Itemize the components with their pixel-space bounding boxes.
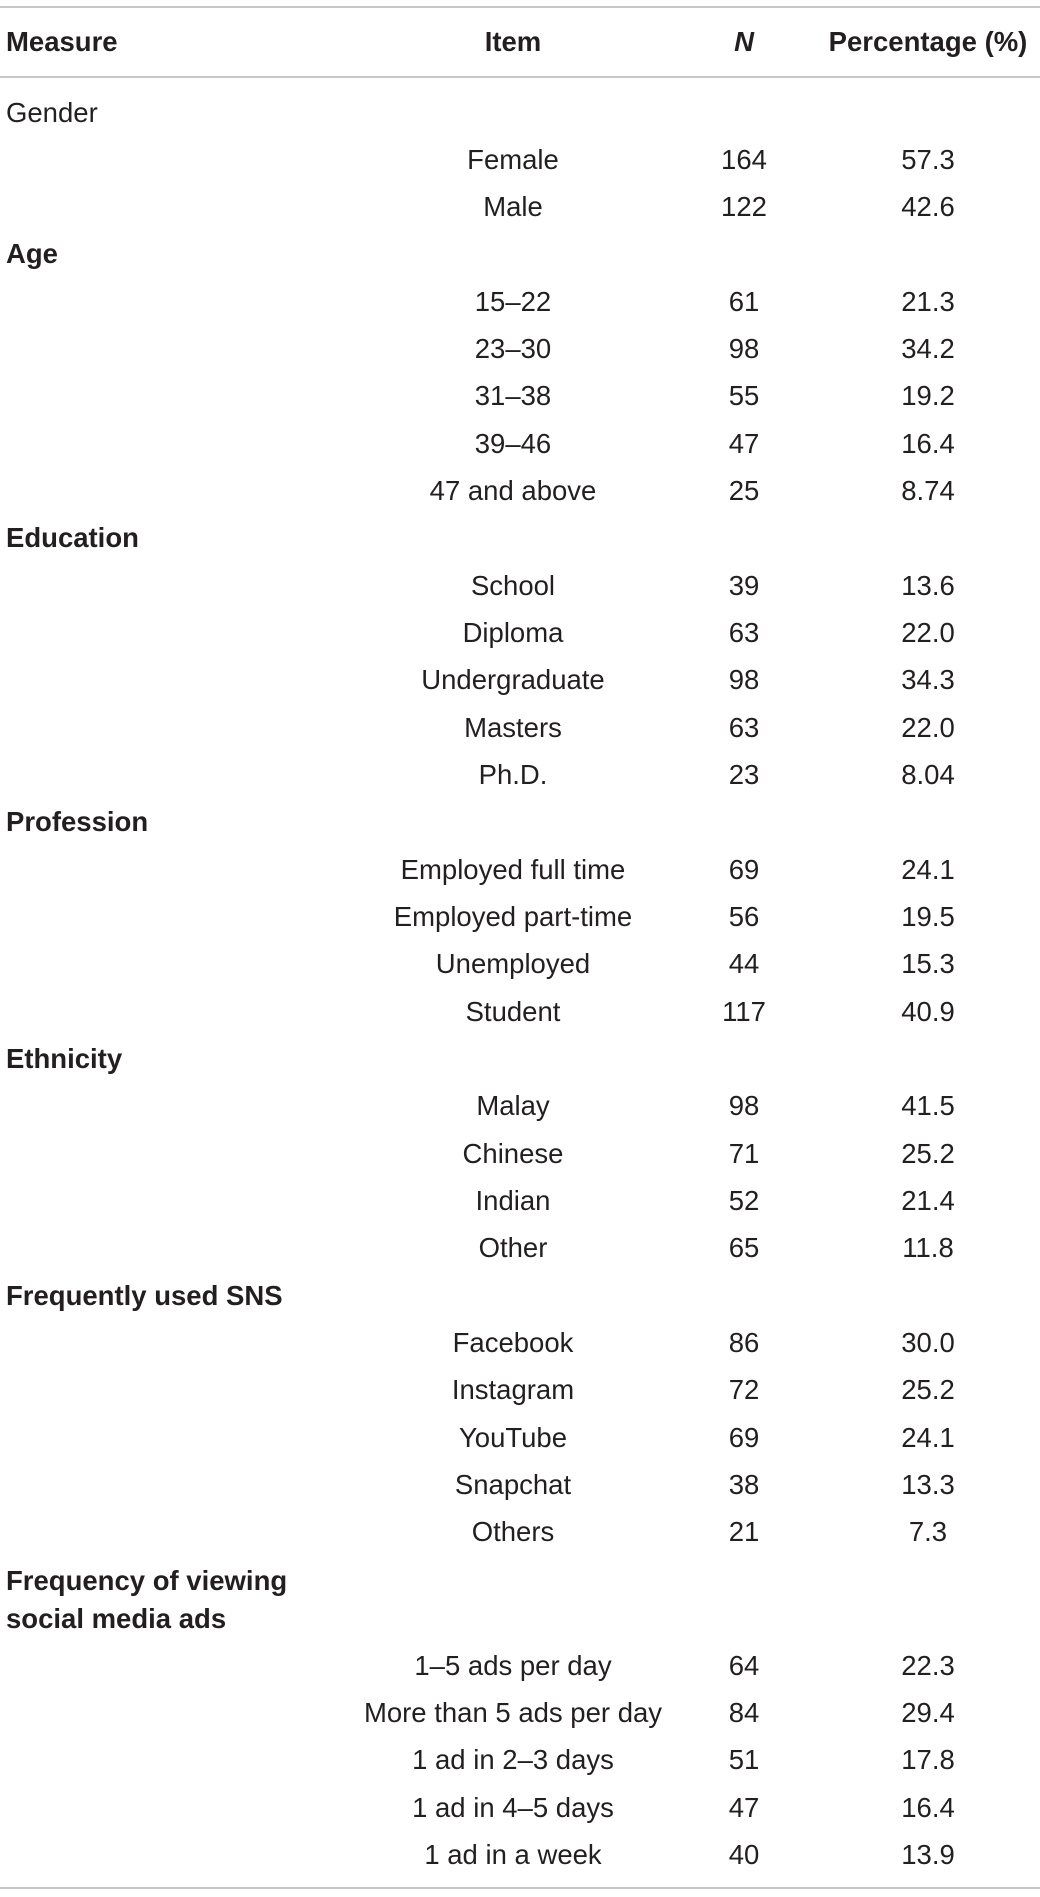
item-cell: Male bbox=[483, 191, 543, 222]
percentage-cell: 34.2 bbox=[901, 333, 955, 364]
table-row bbox=[0, 1319, 1040, 1366]
item-cell: Others bbox=[471, 1516, 555, 1547]
table-row bbox=[0, 467, 1040, 514]
n-cell: 64 bbox=[728, 1650, 760, 1681]
item-cell: Diploma bbox=[462, 617, 564, 648]
item-cell: 47 and above bbox=[429, 475, 597, 506]
table-row bbox=[0, 1689, 1040, 1736]
top-rule bbox=[0, 6, 1040, 8]
table-row bbox=[0, 1784, 1040, 1831]
n-cell: 63 bbox=[728, 712, 760, 743]
item-cell: Malay bbox=[476, 1090, 550, 1121]
table-row bbox=[0, 278, 1040, 325]
category-row bbox=[0, 1272, 1040, 1319]
percentage-cell: 41.5 bbox=[901, 1090, 955, 1121]
item-cell: YouTube bbox=[458, 1422, 568, 1453]
table-row bbox=[0, 1461, 1040, 1508]
item-cell: 39–46 bbox=[474, 428, 552, 459]
category-sns: Frequently used SNS bbox=[6, 1280, 283, 1311]
category-gender: Gender bbox=[6, 97, 98, 128]
category-row bbox=[0, 1556, 1040, 1638]
category-ethnicity: Ethnicity bbox=[6, 1043, 123, 1074]
item-cell: Indian bbox=[475, 1185, 551, 1216]
table-row bbox=[0, 136, 1040, 183]
category-row bbox=[0, 1035, 1040, 1082]
category-row bbox=[0, 514, 1040, 561]
table-row bbox=[0, 1082, 1040, 1129]
table-row bbox=[0, 1831, 1040, 1878]
table-row bbox=[0, 183, 1040, 230]
category-ads: Frequency of viewing social media ads bbox=[6, 1565, 288, 1634]
percentage-cell: 13.6 bbox=[901, 570, 955, 601]
table-row bbox=[0, 1414, 1040, 1461]
n-cell: 122 bbox=[721, 191, 767, 222]
item-cell: 15–22 bbox=[474, 286, 552, 317]
table-row bbox=[0, 704, 1040, 751]
percentage-cell: 11.8 bbox=[902, 1232, 954, 1263]
table-row bbox=[0, 372, 1040, 419]
item-cell: Facebook bbox=[452, 1327, 574, 1358]
table-row bbox=[0, 988, 1040, 1035]
category-row bbox=[0, 89, 1040, 136]
percentage-cell: 22.0 bbox=[901, 617, 955, 648]
n-cell: 25 bbox=[728, 475, 760, 506]
n-cell: 69 bbox=[728, 854, 760, 885]
item-cell: Chinese bbox=[462, 1138, 564, 1169]
category-row bbox=[0, 798, 1040, 845]
bottom-rule bbox=[0, 1887, 1040, 1889]
n-cell: 61 bbox=[728, 286, 760, 317]
n-cell: 164 bbox=[721, 144, 767, 175]
n-cell: 52 bbox=[728, 1185, 760, 1216]
header-row bbox=[0, 18, 1040, 65]
item-cell: Instagram bbox=[451, 1374, 575, 1405]
percentage-cell: 16.4 bbox=[901, 1792, 955, 1823]
header-percentage: Percentage (%) bbox=[828, 26, 1028, 57]
n-cell: 47 bbox=[728, 1792, 760, 1823]
percentage-cell: 15.3 bbox=[901, 948, 955, 979]
n-cell: 21 bbox=[728, 1516, 760, 1547]
item-cell: Snapchat bbox=[454, 1469, 572, 1500]
item-cell: 23–30 bbox=[474, 333, 552, 364]
table-row bbox=[0, 1642, 1040, 1689]
n-cell: 40 bbox=[728, 1839, 760, 1870]
percentage-cell: 8.04 bbox=[901, 759, 955, 790]
item-cell: 1 ad in 4–5 days bbox=[412, 1792, 614, 1823]
table-row bbox=[0, 846, 1040, 893]
n-cell: 23 bbox=[728, 759, 760, 790]
n-cell: 98 bbox=[728, 333, 760, 364]
header-rule bbox=[0, 76, 1040, 78]
category-education: Education bbox=[6, 522, 139, 553]
item-cell: Employed full time bbox=[400, 854, 626, 885]
percentage-cell: 13.3 bbox=[901, 1469, 955, 1500]
n-cell: 98 bbox=[728, 664, 760, 695]
percentage-cell: 21.4 bbox=[901, 1185, 955, 1216]
percentage-cell: 22.0 bbox=[901, 712, 955, 743]
item-cell: Female bbox=[467, 144, 559, 175]
item-cell: Employed part-time bbox=[393, 901, 633, 932]
category-row bbox=[0, 230, 1040, 277]
n-cell: 71 bbox=[728, 1138, 760, 1169]
n-cell: 47 bbox=[728, 428, 760, 459]
percentage-cell: 29.4 bbox=[901, 1697, 955, 1728]
percentage-cell: 25.2 bbox=[901, 1374, 955, 1405]
n-cell: 55 bbox=[728, 380, 760, 411]
item-cell: Other bbox=[478, 1232, 548, 1263]
table-row bbox=[0, 1366, 1040, 1413]
header-measure: Measure bbox=[6, 26, 118, 57]
n-cell: 72 bbox=[728, 1374, 760, 1405]
item-cell: Ph.D. bbox=[478, 759, 548, 790]
item-cell: 31–38 bbox=[474, 380, 552, 411]
item-cell: Undergraduate bbox=[421, 664, 605, 695]
percentage-cell: 13.9 bbox=[901, 1839, 955, 1870]
percentage-cell: 21.3 bbox=[901, 286, 955, 317]
table-row bbox=[0, 1224, 1040, 1271]
percentage-cell: 34.3 bbox=[901, 664, 955, 695]
table-row bbox=[0, 1508, 1040, 1555]
percentage-cell: 40.9 bbox=[901, 996, 955, 1027]
table-row bbox=[0, 420, 1040, 467]
percentage-cell: 42.6 bbox=[901, 191, 955, 222]
item-cell: Unemployed bbox=[435, 948, 591, 979]
item-cell: 1 ad in 2–3 days bbox=[412, 1744, 614, 1775]
table-row bbox=[0, 325, 1040, 372]
percentage-cell: 19.2 bbox=[901, 380, 955, 411]
n-cell: 39 bbox=[728, 570, 760, 601]
percentage-cell: 22.3 bbox=[901, 1650, 955, 1681]
table-row bbox=[0, 940, 1040, 987]
n-cell: 69 bbox=[728, 1422, 760, 1453]
n-cell: 44 bbox=[728, 948, 760, 979]
table-row bbox=[0, 562, 1040, 609]
percentage-cell: 24.1 bbox=[901, 854, 955, 885]
percentage-cell: 19.5 bbox=[901, 901, 955, 932]
percentage-cell: 16.4 bbox=[901, 428, 955, 459]
n-cell: 56 bbox=[728, 901, 760, 932]
n-cell: 63 bbox=[728, 617, 760, 648]
item-cell: Masters bbox=[464, 712, 562, 743]
percentage-cell: 7.3 bbox=[908, 1516, 948, 1547]
table-row bbox=[0, 1130, 1040, 1177]
n-cell: 65 bbox=[728, 1232, 760, 1263]
percentage-cell: 24.1 bbox=[901, 1422, 955, 1453]
table-row bbox=[0, 893, 1040, 940]
n-cell: 38 bbox=[728, 1469, 760, 1500]
percentage-cell: 57.3 bbox=[901, 144, 955, 175]
table-row bbox=[0, 1736, 1040, 1783]
category-profession: Profession bbox=[6, 806, 149, 837]
n-cell: 86 bbox=[728, 1327, 760, 1358]
percentage-cell: 30.0 bbox=[901, 1327, 955, 1358]
header-n: N bbox=[734, 26, 754, 57]
table-row bbox=[0, 1177, 1040, 1224]
item-cell: More than 5 ads per day bbox=[363, 1697, 663, 1728]
table-row bbox=[0, 751, 1040, 798]
n-cell: 84 bbox=[728, 1697, 760, 1728]
n-cell: 98 bbox=[728, 1090, 760, 1121]
header-item: Item bbox=[484, 26, 542, 57]
n-cell: 117 bbox=[722, 996, 766, 1027]
item-cell: School bbox=[470, 570, 556, 601]
item-cell: 1 ad in a week bbox=[424, 1839, 602, 1870]
percentage-cell: 17.8 bbox=[901, 1744, 955, 1775]
item-cell: 1–5 ads per day bbox=[414, 1650, 612, 1681]
category-age: Age bbox=[6, 238, 58, 269]
item-cell: Student bbox=[465, 996, 561, 1027]
table-row bbox=[0, 609, 1040, 656]
table-row bbox=[0, 656, 1040, 703]
percentage-cell: 8.74 bbox=[901, 475, 955, 506]
percentage-cell: 25.2 bbox=[901, 1138, 955, 1169]
n-cell: 51 bbox=[728, 1744, 760, 1775]
